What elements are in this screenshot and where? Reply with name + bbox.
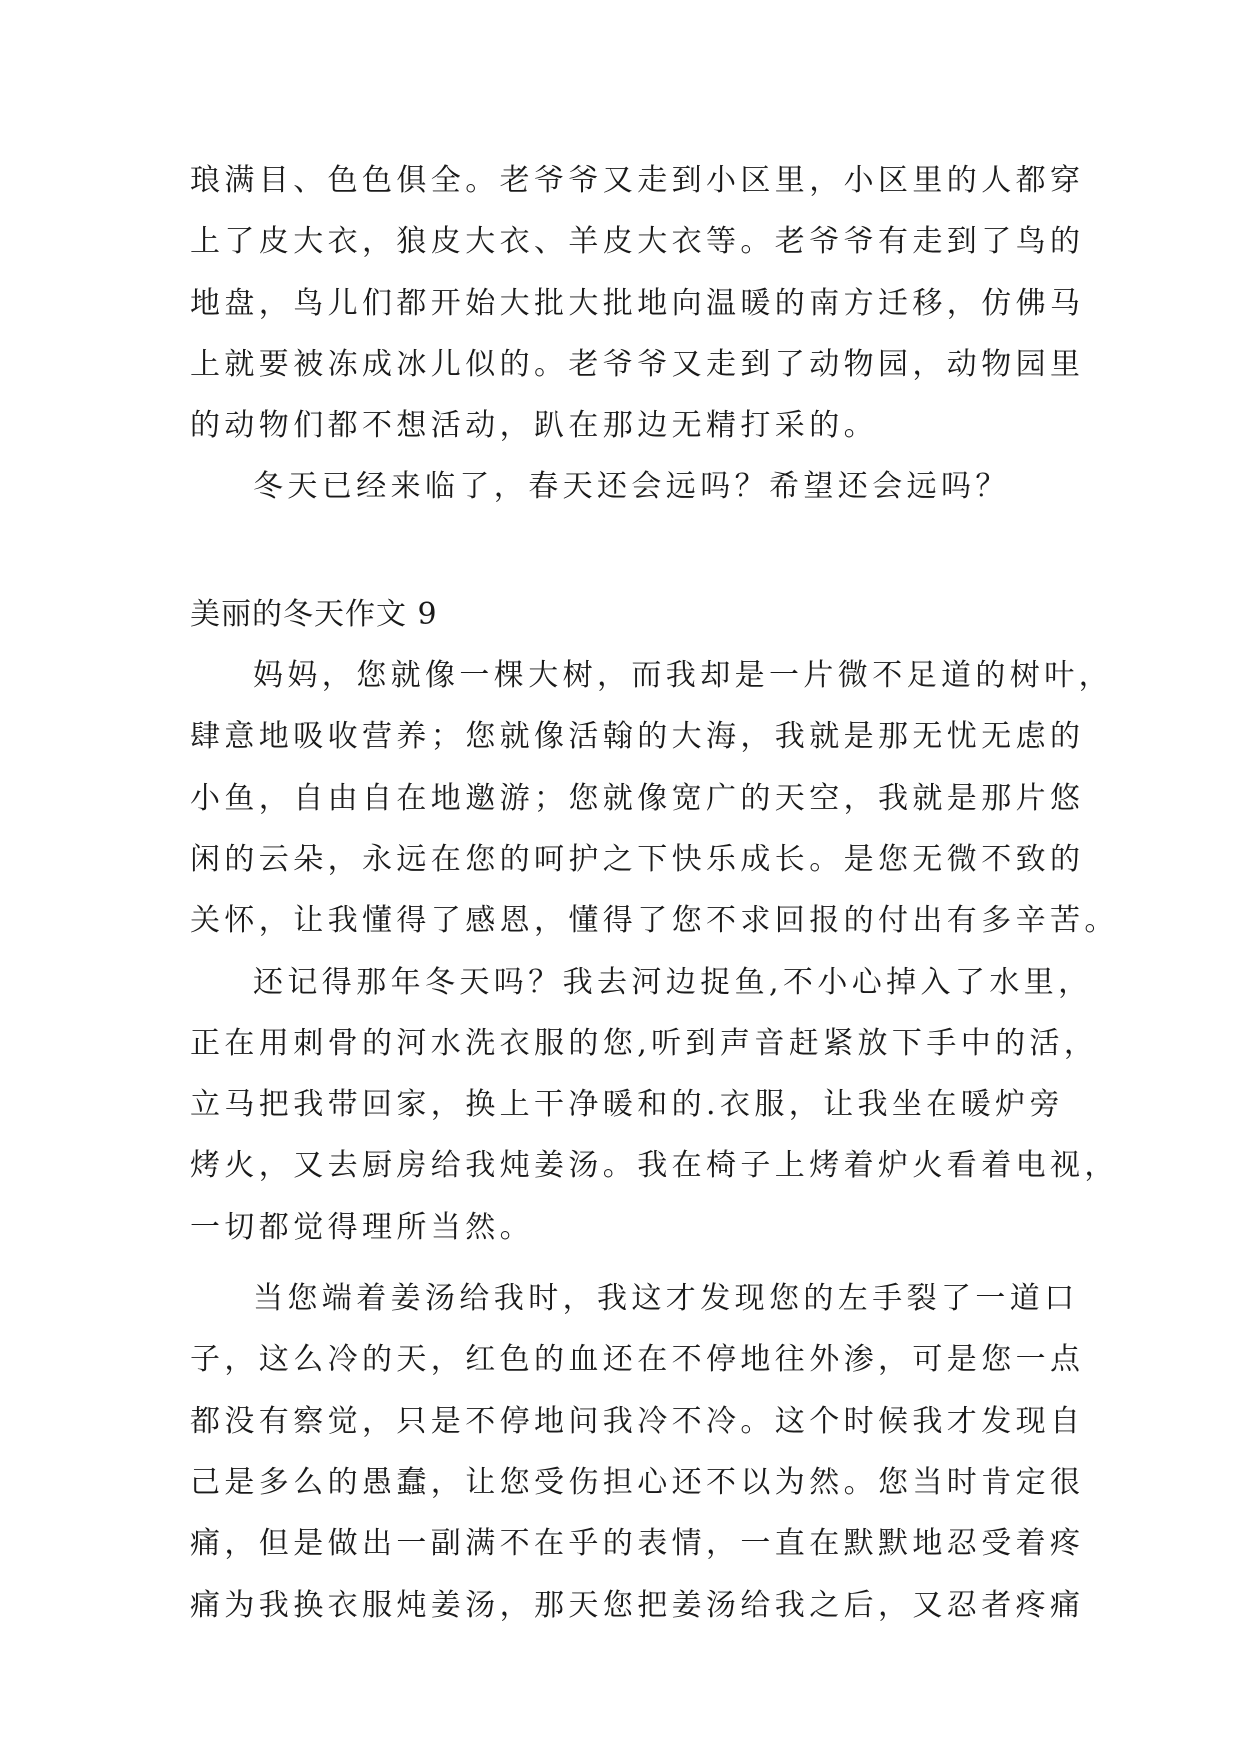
text-line: 地盘，鸟儿们都开始大批大批地向温暖的南方迁移，仿佛马 [190,285,1085,321]
paragraph-closing [190,456,1055,517]
text-line: 关怀，让我懂得了感恩，懂得了您不求回报的付出有多辛苦。 [190,903,1119,939]
text-line: 立马把我带回家，换上干净暖和的.衣服，让我坐在暖炉旁 [190,1087,1064,1123]
paragraph-2 [190,952,1119,1258]
text-line: 闲的云朵，永远在您的呵护之下快乐成长。是您无微不致的 [190,841,1085,877]
text-line: 的动物们都不想活动，趴在那边无精打采的。 [190,408,878,444]
paragraph-spacer [190,1258,1055,1268]
text-line: 痛，但是做出一副满不在乎的表情，一直在默默地忍受着疼 [190,1526,1085,1562]
text-line: 上就要被冻成冰儿似的。老爷爷又走到了动物园，动物园里 [190,346,1085,382]
paragraph-1 [190,645,1119,951]
text-line: 妈妈，您就像一棵大树，而我却是一片微不足道的树叶， [253,658,1113,694]
text-line: 肆意地吸收营养；您就像活翰的大海，我就是那无忧无虑的 [190,719,1085,755]
text-line: 正在用刺骨的河水洗衣服的您,听到声音赶紧放下手中的活， [190,1025,1099,1061]
text-line: 琅满目、色色俱全。老爷爷又走到小区里，小区里的人都穿 [190,163,1085,198]
section-spacer [190,518,1055,584]
section-title: 美丽的冬天作文 9 [190,596,438,632]
paragraph-block1 [190,150,1085,456]
paragraph-3 [190,1268,1085,1636]
text-line: 还记得那年冬天吗？我去河边捉鱼,不小心掉入了水里， [253,964,1093,1000]
text-line: 都没有察觉，只是不停地问我冷不冷。这个时候我才发现自 [190,1403,1085,1439]
text-line: 子，这么冷的天，红色的血还在不停地往外渗，可是您一点 [190,1342,1085,1378]
text-line: 一切都觉得理所当然。 [190,1209,534,1245]
text-line: 己是多么的愚蠢，让您受伤担心还不以为然。您当时肯定很 [190,1464,1085,1500]
text-line: 冬天已经来临了，春天还会远吗？希望还会远吗？ [253,469,1010,505]
text-line: 小鱼，自由自在地邀游；您就像宽广的天空，我就是那片悠 [190,780,1085,816]
text-line: 当您端着姜汤给我时，我这才发现您的左手裂了一道口 [253,1281,1079,1317]
text-line: 上了皮大衣，狼皮大衣、羊皮大衣等。老爷爷有走到了鸟的 [190,224,1085,260]
document-page [190,150,1119,1636]
text-line: 痛为我换衣服炖姜汤，那天您把姜汤给我之后，又忍者疼痛 [190,1587,1085,1623]
text-line: 烤火，又去厨房给我炖姜汤。我在椅子上烤着炉火看着电视， [190,1148,1119,1184]
